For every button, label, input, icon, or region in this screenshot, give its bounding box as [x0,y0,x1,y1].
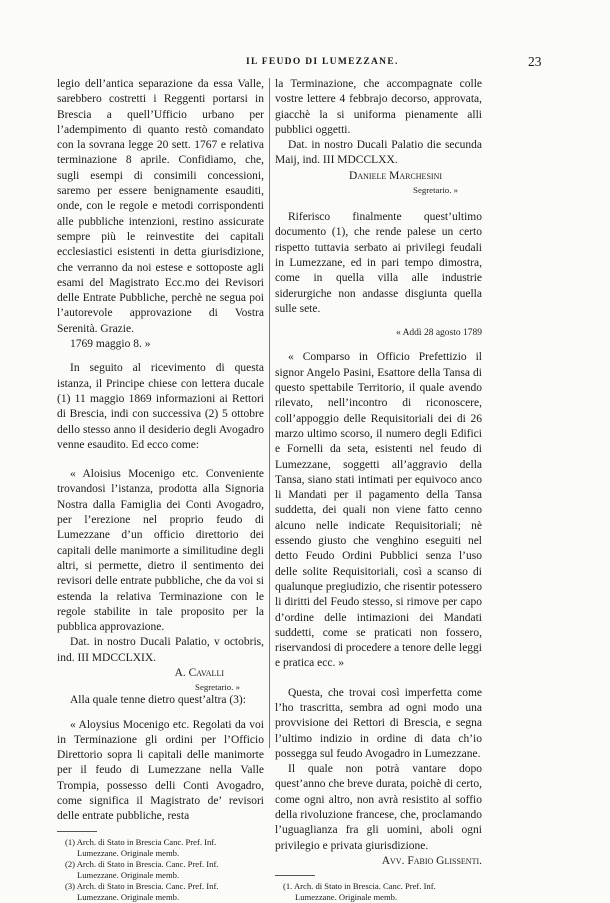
paragraph: legio dell’antica separazione da essa Valle, sarebbero costretti i Reggenti portarsi in Brescia a quell’Ufficio urbano per l’adempimento di quanto restò comandato con la sovrana legge 20 sett. 1767 e relativa terminazione 8 aprile. Confidiamo, che, sugli esempi di consimili concessioni, saremo per essere benignamente esauditi, onde, con le regole e metodi corrispondenti alle pubbliche intenzioni, restino assicurate sempre più le reinvestite dei capitali ecclesiastici esistenti in detta giurisdizione, che verranno da noi estese e sottoposte agli esami del Magistrato Ecc.mo dei Revisori delle Entrate Pubbliche, perchè ne segua poi l’autorevole approvazione di Vostra Serenità. Grazie. [57,78,264,335]
footnote: Lumezzane. Originale memb. [77,891,180,902]
footnote: Lumezzane. Originale memb. [77,869,180,880]
ducal-letter: « Aloysius Mocenigo etc. Regolati da voi in Terminazione gli ordini per l’Officio Direttorio sopra li capitali delle manimorte per il feudo di Lumezzane nella Valle Trompia, possesso delli Conti Avogadro, come significa il Magistrato de’ revisori delle entrate pubbliche, resta [57,718,264,823]
signature-role: Segretario. » [195,682,240,693]
quoted-document: « Comparso in Officio Prefettizio il signor Angelo Pasini, Esattore della Tansa di questo spettabile Territorio, il quale avendo rilevato, nell’incontro di riconoscere, coll’appoggio delle Requisitoriali dei di 26 marzo ultimo scorso, il numero degli Edifici e Fornelli da seta, esistenti nel feudo di Lumezzane, soggetti all’aggravio della Tansa, siano stati intimati per equivoco anco li Mandati per il pagamento della Tansa suddetta, dei quali non viene fatto cenno alcuno nelle indicate Requisitoriali; nè essendo giusto che venghino eseguiti nel detto Feudo Ordini Pubblici senza l’uso delle solite Requisitoriali, così a scanso di qualunque pregiudizio, che risentir potessero li diritti del Feudo stesso, si rimove per capo d’ordine delle intimazioni dei Mandati suddetti, come se praticati non fossero, riservandosi di procedere a tenore delle leggi e pratica ecc. » [275,351,482,670]
paragraph: Il quale non potrà vantare dopo quest’anno che breve durata, poichè di certo, come ogni altro, non avrà resistito al soffio della rivoluzione francese, che, proclamando l’uguaglianza fra gli uomini, aboli ogni privilegio e privata giurisdizione. [275,763,482,852]
footnote: Lumezzane. Originale memb. [77,847,180,858]
footnote-rule [57,831,97,832]
letter-dateline: Dat. in nostro Ducali Palatio die secunda Maij, ind. III MDCCLXX. [275,139,482,167]
signature-name: A. Cavalli [174,666,224,679]
footnote: (1. Arch. di Stato in Brescia. Canc. Pref. Inf. [283,881,436,892]
left-column [57,77,264,903]
signature-name: Daniele Marchesini [349,169,442,182]
letter-date: 1769 maggio 8. » [70,338,151,351]
document-date: « Addì 28 agosto 1789 [395,328,482,339]
letter-dateline: Dat. in nostro Ducali Palatio, v octobris, ind. III MDCCLXIX. [57,636,264,664]
footnote: (3) Arch. di Stato in Brescia. Canc. Pref. Inf. [65,880,219,891]
footnote: (1) Arch. di Stato in Brescia Canc. Pref. Inf. [65,836,217,847]
footnotes [57,837,264,903]
page-number: 23 [528,54,542,69]
paragraph: Riferisco finalmente quest’ultimo documento (1), che rende palese un certo rispetto tuttavia serbato ai privilegi feudali in Lumezzane, ed in pari tempo dimostra, come in quella villa alle industrie siderurgiche non andasse disgiunta quella sulle sete. [275,211,482,315]
footnote-rule [275,875,315,876]
running-title: IL FEUDO DI LUMEZZANE. [246,57,399,67]
footnote: (2) Arch. di Stato in Brescia. Canc. Pref. Inf. [65,858,219,869]
author-signature: Avv. Fabio Glissenti. [381,854,482,867]
paragraph: Alla quale tenne dietro quest’altra (3): [70,694,246,707]
signature-role: Segretario. » [413,185,458,196]
paragraph: Questa, che trovai così imperfetta come l’ho trascritta, sembra ad ogni modo una provvisione dei Rettori di Brescia, e segna l’ultimo indizio in ordine di data ch’io possegga sul feudo Avogadro in Lumezzane. [275,686,482,760]
column-divider [269,78,270,748]
ducal-letter: « Aloisius Mocenigo etc. Conveniente trovandosi l’istanza, prodotta alla Signoria Nostra dalla Famiglia dei Conti Avogadro, per l’erezione nel proprio feudo di Lumezzane d’un officio direttorio dei capitali delle manimorte a similitudine degli altri, si permette, dietro il sentimento dei revisori delle entrate pubbliche, che da voi si estenda la relativa Terminazione con le regole stabilite in tale proposito per la pubblica approvazione. [57,468,264,634]
paragraph: la Terminazione, che accompagnate colle vostre lettere 4 febbrajo decorso, approvata, giacchè la si uniforma pienamente alli pubblici oggetti. [275,78,482,136]
right-column [275,77,482,903]
footnote: Lumezzane. Originale memb. [295,892,398,903]
paragraph: In seguito al ricevimento di questa istanza, il Principe chiese con lettera ducale (1) 11 maggio 1869 informazioni ai Rettori di Brescia, indi con successiva (2) 5 ottobre dello stesso anno il desiderio degli Avogadro venne esaudito. Ed ecco come: [57,362,264,451]
running-header [0,54,610,77]
